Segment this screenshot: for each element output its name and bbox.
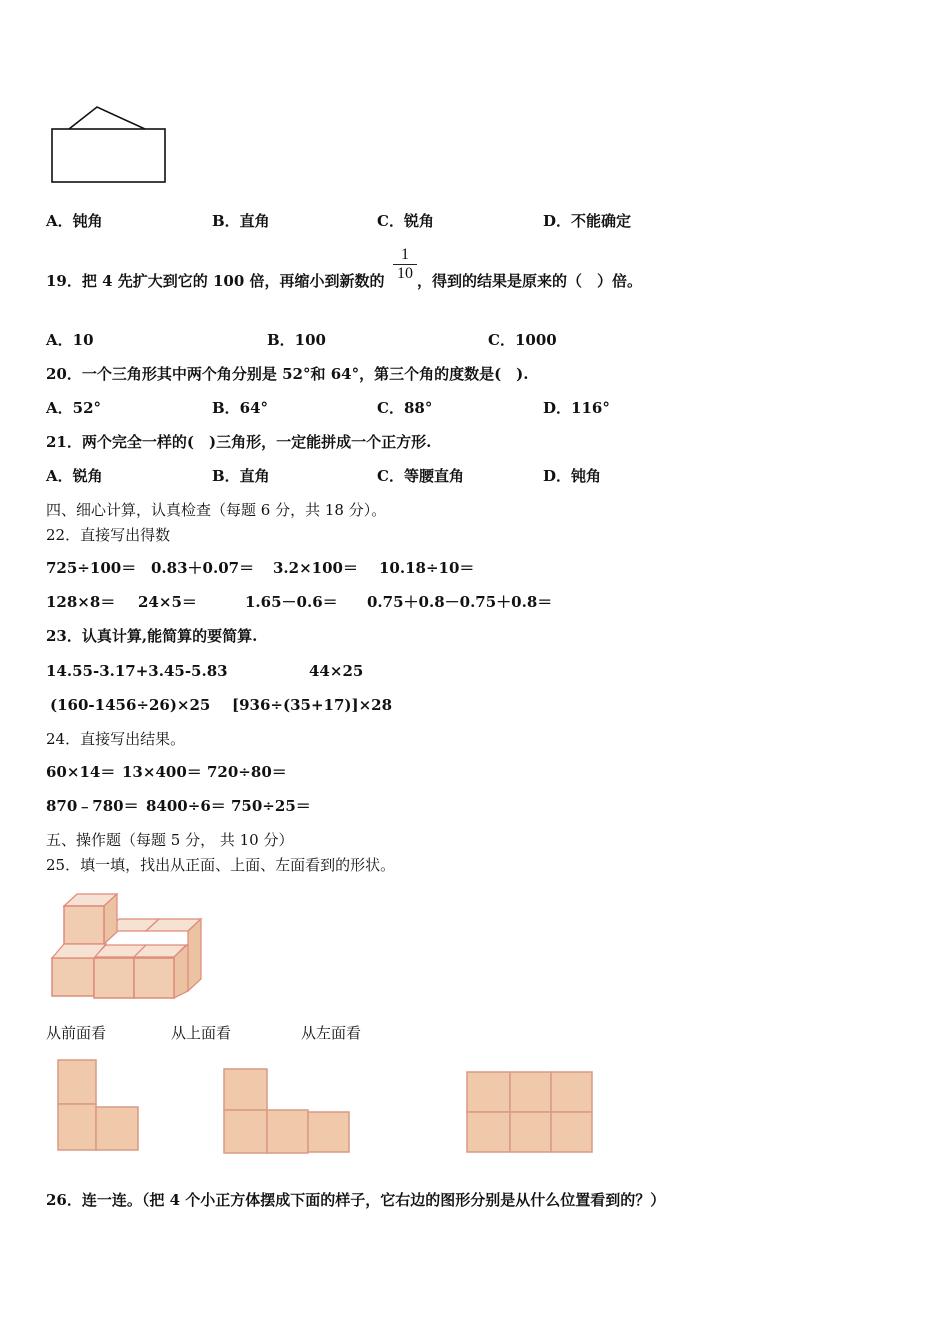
q24-expr: 720÷80＝	[207, 763, 287, 781]
q18-option-d[interactable]: D．不能确定	[543, 212, 632, 230]
q25-left-view-shape	[463, 1068, 598, 1158]
q20-question-text: 20．一个三角形其中两个角分别是 52°和 64°，第三个角的度数是( ).	[46, 365, 529, 383]
q19-option-a[interactable]: A．10	[46, 331, 94, 349]
q20-option-b[interactable]: B．64°	[212, 399, 269, 417]
q19-question-text-end: ，得到的结果是原来的（ ）倍。	[417, 272, 643, 290]
q19-question-text: 19．把 4 先扩大到它的 100 倍，再缩小到新数的	[46, 272, 385, 290]
q21-option-d[interactable]: D．钝角	[543, 467, 602, 485]
q25-view-label-top: 从上面看	[171, 1024, 232, 1042]
q22-question-text: 22．直接写出得数	[46, 526, 171, 544]
q18-option-c[interactable]: C．锐角	[377, 212, 434, 230]
q19-option-b[interactable]: B．100	[267, 331, 326, 349]
q22-expr: 10.18÷10＝	[379, 559, 475, 577]
q21-option-b[interactable]: B．直角	[212, 467, 270, 485]
q20-option-a[interactable]: A．52°	[46, 399, 102, 417]
q23-question-text: 23．认真计算,能简算的要简算.	[46, 627, 258, 645]
q22-expr: 725÷100＝	[46, 559, 137, 577]
q20-option-d[interactable]: D．116°	[543, 399, 610, 417]
q21-option-c[interactable]: C．等腰直角	[377, 467, 464, 485]
q25-front-view-shape	[54, 1058, 144, 1154]
q21-option-a[interactable]: A．锐角	[46, 467, 103, 485]
q18-option-a[interactable]: A．钝角	[46, 212, 103, 230]
q23-expr: (160-1456÷26)×25	[50, 696, 211, 714]
q25-cube-figure	[44, 886, 209, 1006]
q19-option-c[interactable]: C．1000	[488, 331, 557, 349]
q22-expr: 1.65－0.6＝	[245, 593, 338, 611]
q24-question-text: 24．直接写出结果。	[46, 730, 186, 748]
q19-fraction-numerator: 1	[393, 246, 417, 265]
q22-expr: 128×8＝	[46, 593, 116, 611]
q23-expr: 14.55-3.17+3.45-5.83	[46, 662, 228, 680]
q18-option-b[interactable]: B．直角	[212, 212, 270, 230]
q22-expr: 3.2×100＝	[273, 559, 358, 577]
q24-expr: 8400÷6＝	[146, 797, 226, 815]
q25-view-label-front: 从前面看	[46, 1024, 107, 1042]
q22-expr: 0.75＋0.8－0.75＋0.8＝	[367, 593, 553, 611]
q26-question-text: 26．连一连。（把 4 个小正方体摆成下面的样子，它右边的图形分别是从什么位置看到的？）	[46, 1191, 666, 1209]
q24-expr: 13×400＝	[122, 763, 202, 781]
q19-fraction	[393, 246, 417, 283]
q25-view-label-left: 从左面看	[301, 1024, 362, 1042]
q25-question-text: 25．填一填，找出从正面、上面、左面看到的形状。	[46, 856, 396, 874]
q25-top-view-shape	[220, 1066, 355, 1158]
q23-expr: 44×25	[309, 662, 364, 680]
q24-expr: 60×14＝	[46, 763, 116, 781]
q21-question-text: 21．两个完全一样的( )三角形，一定能拼成一个正方形.	[46, 433, 432, 451]
q19-fraction-denominator: 10	[397, 265, 413, 282]
q22-expr: 0.83＋0.07＝	[151, 559, 255, 577]
q22-expr: 24×5＝	[138, 593, 197, 611]
section-5-title: 五、操作题（每题 5 分， 共 10 分）	[46, 831, 294, 849]
q20-option-c[interactable]: C．88°	[377, 399, 433, 417]
section-4-title: 四、细心计算，认真检查（每题 6 分，共 18 分）。	[46, 501, 387, 519]
q24-expr: 870﹣780＝	[46, 797, 139, 815]
q18-figure	[45, 100, 175, 190]
q23-expr: [936÷(35+17)]×28	[232, 696, 393, 714]
q24-expr: 750÷25＝	[231, 797, 311, 815]
